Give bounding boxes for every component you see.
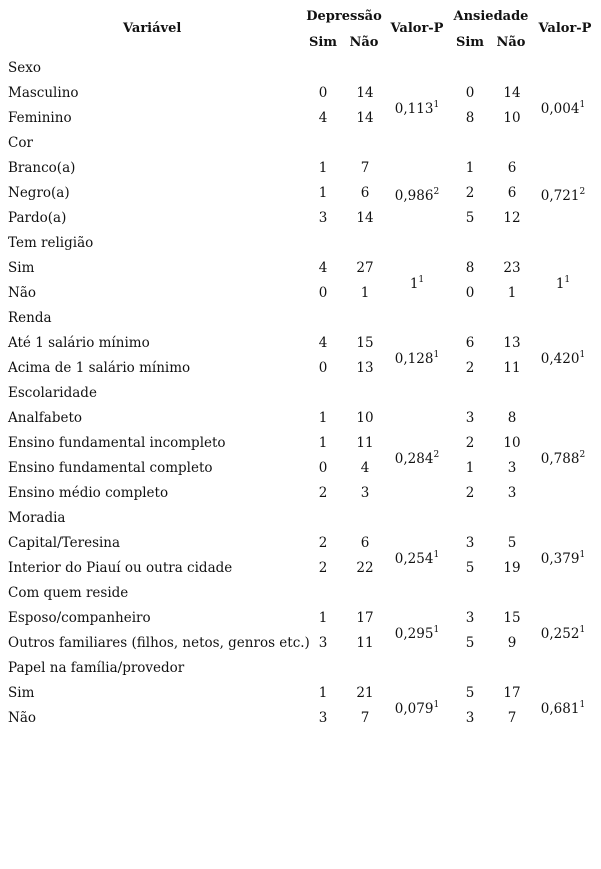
anx-yes-value: 8 <box>465 110 475 126</box>
anx-yes-value: 3 <box>465 410 475 426</box>
dep-pvalue-test-note: 1 <box>433 624 440 635</box>
dep-yes-value: 4 <box>318 110 328 126</box>
group-label: Moradia <box>8 510 66 526</box>
anx-yes-value: 8 <box>465 260 475 276</box>
row-label: Analfabeto <box>8 410 83 426</box>
anx-yes-value: 3 <box>465 710 475 726</box>
anx-no-value: 14 <box>503 85 521 101</box>
header-anx-yes: Sim <box>455 35 485 50</box>
anx-pvalue-test-note: 2 <box>579 187 586 197</box>
anx-no-value: 9 <box>507 635 517 651</box>
anx-pvalue-number: 0,681 <box>540 700 580 717</box>
header-pvalue-depression: Valor-P <box>390 21 444 36</box>
dep-pvalue <box>387 626 447 642</box>
anx-no-value: 8 <box>507 410 517 426</box>
anx-pvalue-number: 0,788 <box>540 450 580 467</box>
dep-no-value: 6 <box>360 185 370 201</box>
dep-yes-value: 1 <box>318 410 328 426</box>
dep-yes-value: 3 <box>318 635 328 651</box>
anx-pvalue <box>532 276 594 292</box>
anx-no-value: 17 <box>503 685 521 701</box>
anx-yes-value: 5 <box>465 635 475 651</box>
row-label: Acima de 1 salário mínimo <box>8 360 191 376</box>
dep-pvalue-test-note: 1 <box>418 274 425 285</box>
anx-pvalue-number: 0,420 <box>540 350 580 367</box>
dep-no-value: 15 <box>356 335 374 351</box>
anx-pvalue-test-note: 1 <box>579 349 586 360</box>
anx-no-value: 7 <box>507 710 517 726</box>
dep-yes-value: 4 <box>318 260 328 276</box>
group-label: Papel na família/provedor <box>8 660 185 676</box>
dep-no-value: 7 <box>360 160 370 176</box>
dep-pvalue-test-note: 2 <box>433 449 440 460</box>
anx-pvalue <box>532 626 594 642</box>
dep-yes-value: 0 <box>318 85 328 101</box>
anx-no-value: 10 <box>503 110 521 126</box>
anx-pvalue-test-note: 1 <box>579 549 586 560</box>
anx-pvalue-test-note: 1 <box>579 99 586 110</box>
anx-no-value: 10 <box>503 435 521 451</box>
dep-pvalue <box>387 276 447 292</box>
anx-pvalue-test-note: 1 <box>564 274 571 285</box>
anx-no-value: 23 <box>503 260 521 276</box>
dep-no-value: 4 <box>360 460 370 476</box>
anx-pvalue-number: 0,004 <box>540 100 580 117</box>
dep-no-value: 13 <box>356 360 374 376</box>
dep-no-value: 27 <box>356 260 374 276</box>
row-label: Ensino fundamental incompleto <box>8 435 226 451</box>
anx-no-value: 6 <box>507 185 517 201</box>
row-label: Pardo(a) <box>8 210 67 226</box>
anx-no-value: 3 <box>507 460 517 476</box>
dep-no-value: 21 <box>356 685 374 701</box>
anx-no-value: 6 <box>507 160 517 176</box>
dep-pvalue-number: 0,079 <box>394 700 434 717</box>
dep-pvalue-number: 0,254 <box>394 550 434 567</box>
header-dep-no: Não <box>349 35 379 50</box>
dep-yes-value: 1 <box>318 610 328 626</box>
row-label: Ensino fundamental completo <box>8 460 213 476</box>
dep-pvalue <box>387 701 447 717</box>
dep-yes-value: 1 <box>318 685 328 701</box>
group-label: Com quem reside <box>8 585 129 601</box>
anx-yes-value: 6 <box>465 335 475 351</box>
group-label: Escolaridade <box>8 385 97 401</box>
dep-no-value: 6 <box>360 535 370 551</box>
anx-pvalue-test-note: 1 <box>579 699 586 710</box>
anx-yes-value: 5 <box>465 210 475 226</box>
anx-yes-value: 0 <box>465 85 475 101</box>
anx-yes-value: 1 <box>465 460 475 476</box>
dep-pvalue-number: 0,113 <box>394 100 434 117</box>
header-depression: Depressão <box>306 9 382 24</box>
anx-yes-value: 3 <box>465 535 475 551</box>
anx-pvalue <box>532 351 594 367</box>
row-label: Não <box>8 710 36 726</box>
anx-yes-value: 2 <box>465 360 475 376</box>
dep-yes-value: 1 <box>318 160 328 176</box>
row-label: Esposo/companheiro <box>8 610 151 626</box>
dep-yes-value: 1 <box>318 435 328 451</box>
dep-pvalue <box>387 351 447 367</box>
dep-yes-value: 2 <box>318 535 328 551</box>
anx-no-value: 19 <box>503 560 521 576</box>
dep-pvalue-number: 0,295 <box>394 625 434 642</box>
header-anx-no: Não <box>496 35 526 50</box>
anx-pvalue <box>532 701 594 717</box>
row-label: Até 1 salário mínimo <box>8 335 150 351</box>
anx-pvalue-test-note: 1 <box>579 624 586 635</box>
anx-yes-value: 2 <box>465 435 475 451</box>
row-label: Sim <box>8 685 35 701</box>
anx-pvalue <box>532 101 594 117</box>
anx-no-value: 12 <box>503 210 521 226</box>
dep-no-value: 3 <box>360 485 370 501</box>
dep-yes-value: 1 <box>318 185 328 201</box>
anx-pvalue <box>532 188 594 204</box>
dep-no-value: 22 <box>356 560 374 576</box>
dep-no-value: 17 <box>356 610 374 626</box>
dep-no-value: 1 <box>360 285 370 301</box>
header-variable: Variável <box>123 21 182 36</box>
row-label: Ensino médio completo <box>8 485 169 501</box>
group-label: Cor <box>8 135 33 151</box>
anx-yes-value: 2 <box>465 485 475 501</box>
anx-yes-value: 1 <box>465 160 475 176</box>
anx-no-value: 1 <box>507 285 517 301</box>
anx-yes-value: 0 <box>465 285 475 301</box>
dep-yes-value: 3 <box>318 210 328 226</box>
dep-pvalue-test-note: 1 <box>433 349 440 360</box>
header-pvalue-anxiety: Valor-P <box>538 21 592 36</box>
dep-pvalue <box>387 451 447 467</box>
dep-pvalue <box>387 551 447 567</box>
anx-pvalue-number: 0,252 <box>540 625 580 642</box>
dep-pvalue-number: 0,284 <box>394 450 434 467</box>
anx-yes-value: 2 <box>465 185 475 201</box>
anx-yes-value: 5 <box>465 685 475 701</box>
dep-yes-value: 0 <box>318 360 328 376</box>
dep-yes-value: 0 <box>318 460 328 476</box>
group-label: Renda <box>8 310 52 326</box>
anx-no-value: 15 <box>503 610 521 626</box>
row-label: Capital/Teresina <box>8 535 121 551</box>
group-label: Tem religião <box>8 235 94 251</box>
row-label: Branco(a) <box>8 160 76 176</box>
row-label: Masculino <box>8 85 79 101</box>
anx-pvalue <box>532 551 594 567</box>
anx-no-value: 5 <box>507 535 517 551</box>
dep-no-value: 14 <box>356 85 374 101</box>
dep-pvalue-number: 1 <box>409 275 419 292</box>
group-label: Sexo <box>8 60 41 76</box>
anx-pvalue <box>532 451 594 467</box>
dep-yes-value: 2 <box>318 485 328 501</box>
dep-no-value: 11 <box>356 635 374 651</box>
dep-pvalue-number: 0,128 <box>394 350 434 367</box>
row-label: Feminino <box>8 110 72 126</box>
row-label: Interior do Piauí ou outra cidade <box>8 560 233 576</box>
dep-no-value: 7 <box>360 710 370 726</box>
dep-pvalue-number: 0,986 <box>394 188 434 204</box>
anx-no-value: 3 <box>507 485 517 501</box>
dep-yes-value: 4 <box>318 335 328 351</box>
row-label: Outros familiares (filhos, netos, genros etc.) <box>8 635 310 651</box>
anx-yes-value: 3 <box>465 610 475 626</box>
anx-pvalue-test-note: 2 <box>579 449 586 460</box>
dep-pvalue-test-note: 1 <box>433 549 440 560</box>
anx-no-value: 13 <box>503 335 521 351</box>
dep-no-value: 14 <box>356 210 374 226</box>
anx-pvalue-number: 0,379 <box>540 550 580 567</box>
dep-yes-value: 3 <box>318 710 328 726</box>
dep-no-value: 11 <box>356 435 374 451</box>
row-label: Não <box>8 285 36 301</box>
anx-yes-value: 5 <box>465 560 475 576</box>
dep-pvalue <box>387 188 447 204</box>
dep-yes-value: 2 <box>318 560 328 576</box>
header-dep-yes: Sim <box>308 35 338 50</box>
row-label: Sim <box>8 260 35 276</box>
dep-pvalue <box>387 101 447 117</box>
anx-pvalue-number: 1 <box>555 275 565 292</box>
dep-no-value: 10 <box>356 410 374 426</box>
dep-pvalue-test-note: 2 <box>433 187 440 197</box>
header-anxiety: Ansiedade <box>453 9 529 24</box>
anx-no-value: 11 <box>503 360 521 376</box>
row-label: Negro(a) <box>8 185 70 201</box>
dep-no-value: 14 <box>356 110 374 126</box>
dep-pvalue-test-note: 1 <box>433 99 440 110</box>
dep-yes-value: 0 <box>318 285 328 301</box>
anx-pvalue-number: 0,721 <box>540 188 580 204</box>
dep-pvalue-test-note: 1 <box>433 699 440 710</box>
